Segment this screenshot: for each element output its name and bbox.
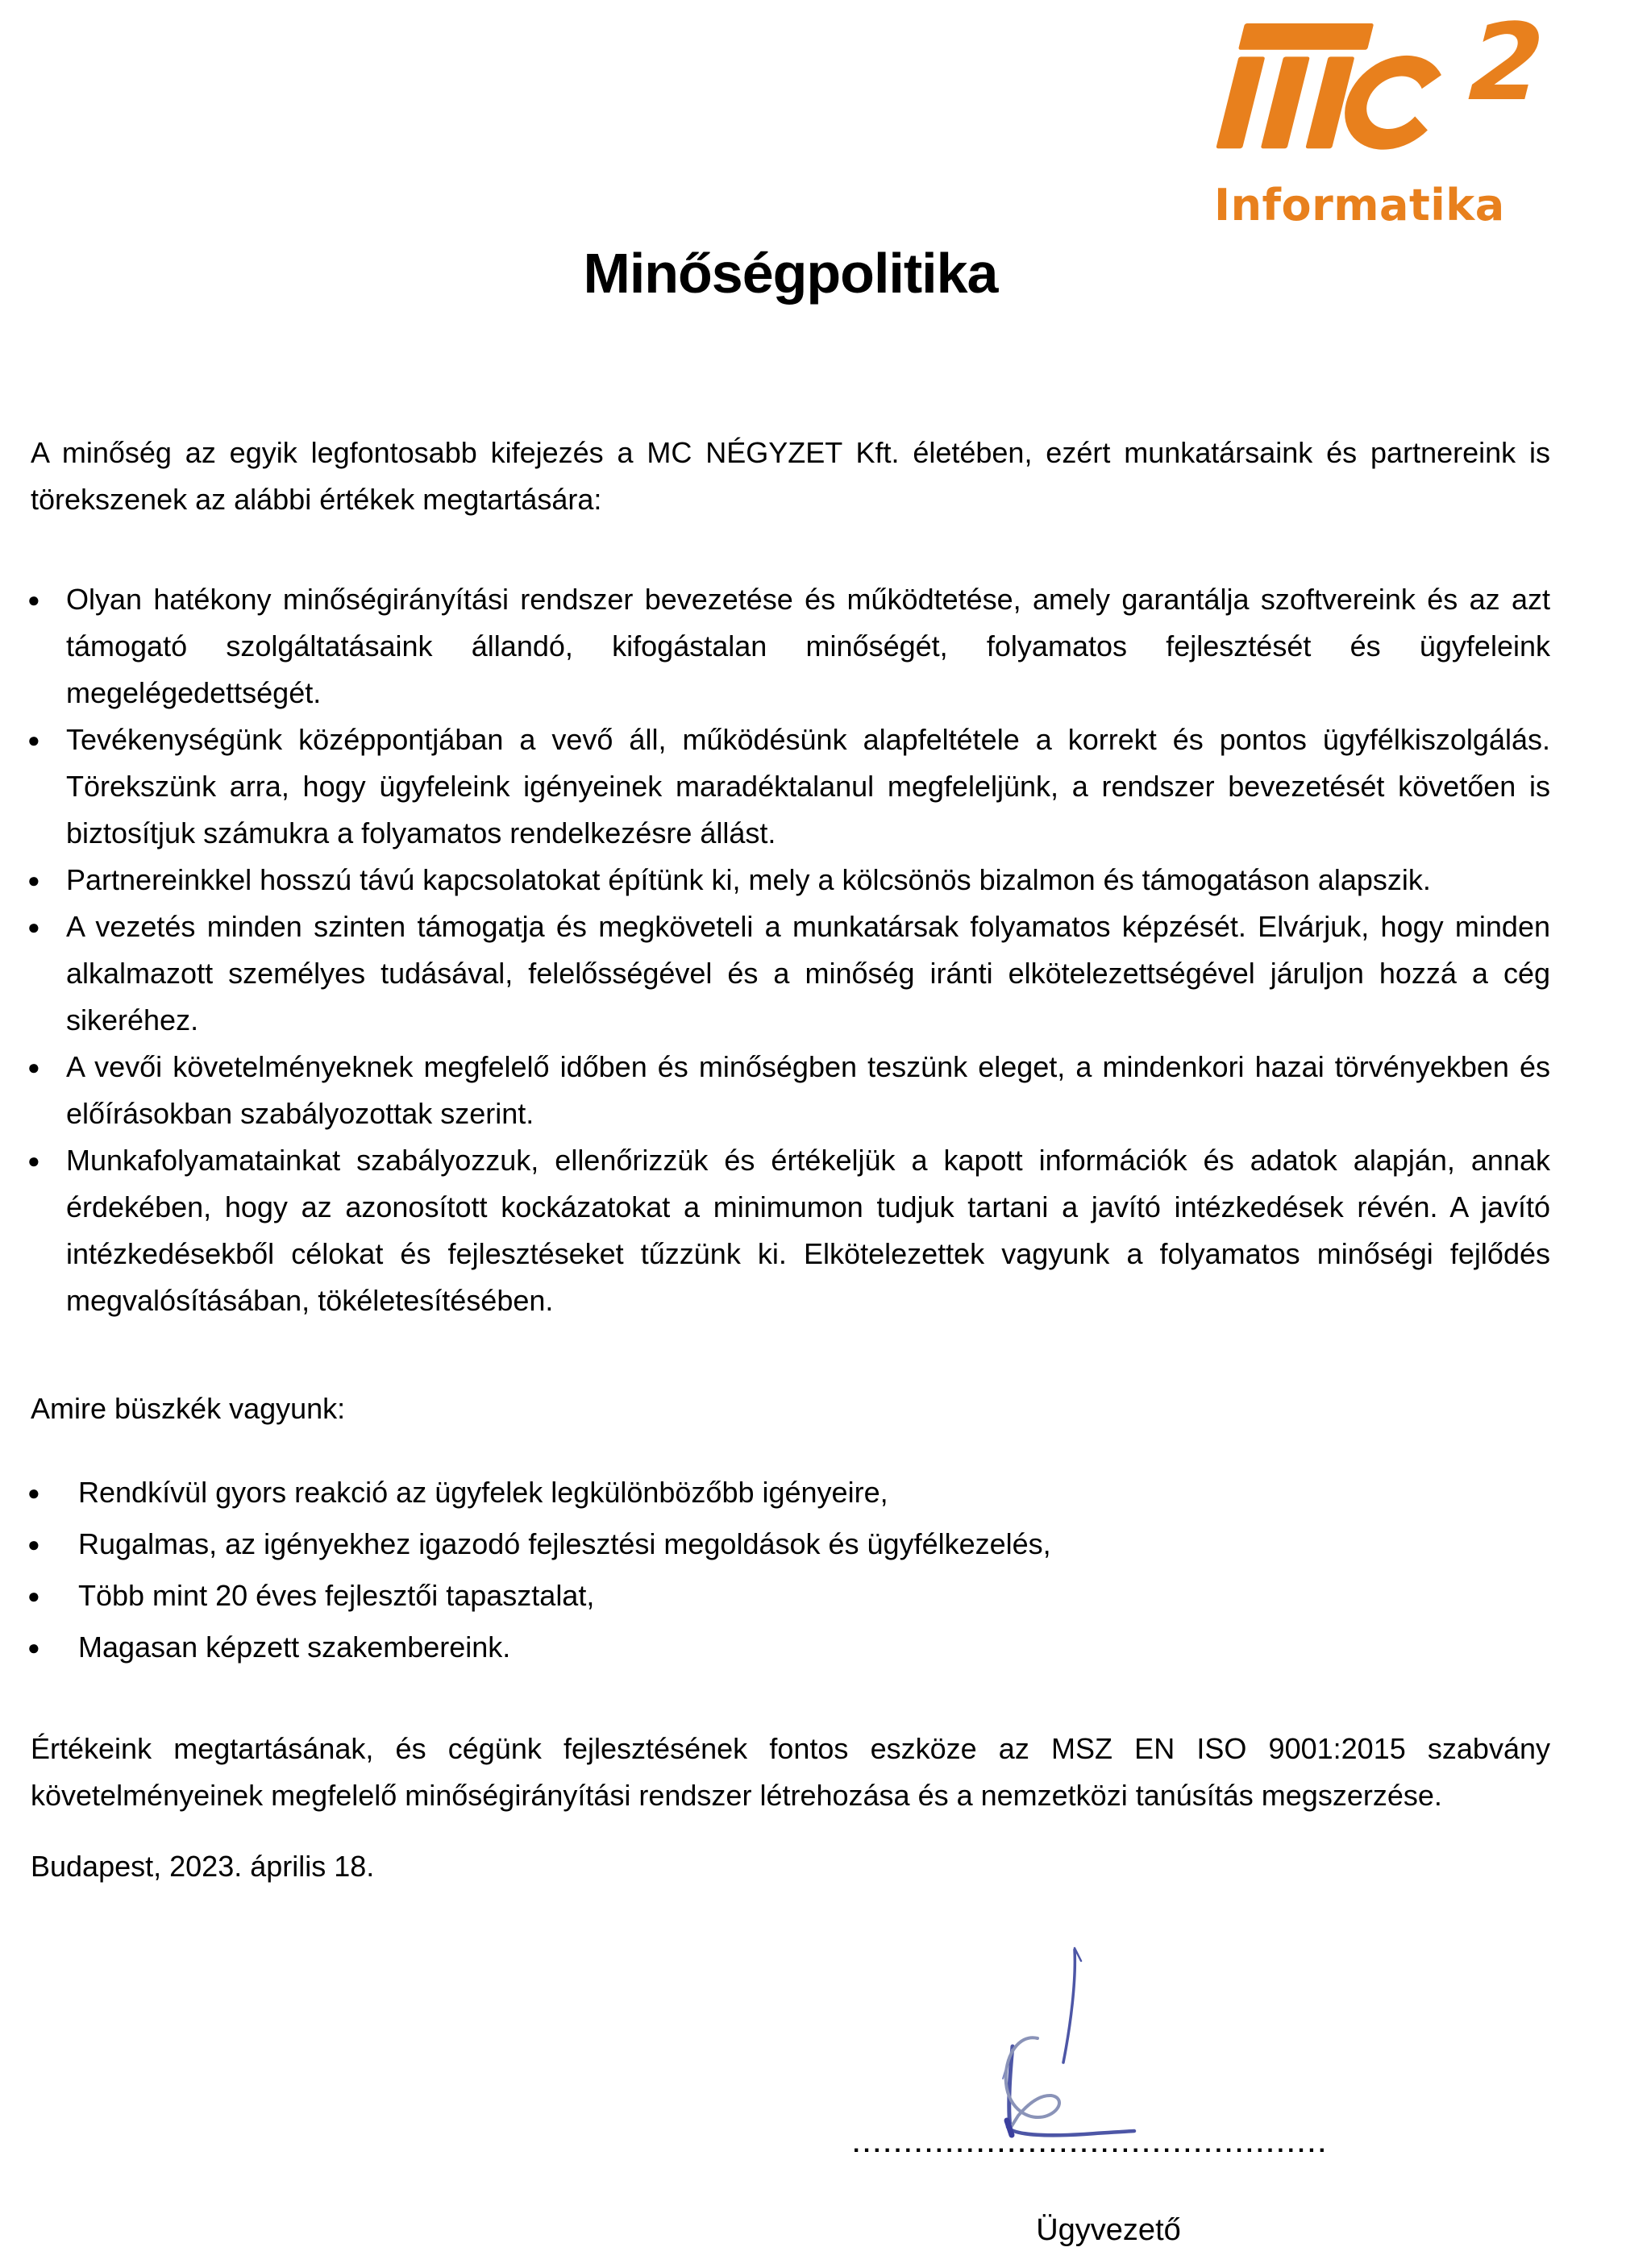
date-line: Budapest, 2023. április 18. bbox=[31, 1850, 375, 1883]
values-item-text: Olyan hatékony minőségirányítási rendszer bevezetése és működtetése, amely garantálja szoftvereink és az azt támogató szolgáltatásaink állandó, kifogástalan minőségét, folyamatos fejlesztését és ügyfeleink megelégedettségét. bbox=[66, 583, 1550, 709]
bullet-icon: ● bbox=[27, 1481, 40, 1505]
bullet-icon: ● bbox=[27, 588, 40, 612]
pride-list-item bbox=[27, 1624, 1550, 1671]
values-item-text: Tevékenységünk középpontjában a vevő áll, működésünk alapfeltétele a korrekt és pontos ügyfélkiszolgálás. Törekszünk arra, hogy ügyfeleink igényeinek maradéktalanul megfeleljünk, a rendszer bevezetését követően is biztosítjuk számukra a folyamatos rendelkezésre állást. bbox=[66, 723, 1550, 849]
values-list-item bbox=[27, 857, 1550, 903]
pride-list-item bbox=[27, 1572, 1550, 1619]
intro-paragraph: A minőség az egyik legfontosabb kifejezés a MC NÉGYZET Kft. életében, ezért munkatársaink és partnereink is törekszenek az alábbi értékek megtartására: bbox=[31, 436, 1550, 516]
document-body bbox=[27, 0, 1550, 1890]
handwritten-signature-ink bbox=[996, 1937, 1149, 2146]
bullet-icon: ● bbox=[27, 1532, 40, 1556]
values-item-text: A vevői követelményeknek megfelelő időben és minőségben teszünk eleget, a mindenkori hazai törvényekben és előírásokban szabályozottak szerint. bbox=[66, 1050, 1550, 1130]
values-list bbox=[27, 576, 1550, 1324]
bullet-icon: ● bbox=[27, 1584, 40, 1608]
values-list-item bbox=[27, 717, 1550, 857]
pride-item-text: Rendkívül gyors reakció az ügyfelek legkülönbözőbb igényeire, bbox=[78, 1476, 888, 1509]
bullet-icon: ● bbox=[27, 915, 40, 939]
values-item-text: Partnereinkkel hosszú távú kapcsolatokat építünk ki, mely a kölcsönös bizalmon és támogatáson alapszik. bbox=[66, 863, 1431, 896]
bullet-icon: ● bbox=[27, 728, 40, 752]
values-list-item bbox=[27, 903, 1550, 1044]
bullet-icon: ● bbox=[27, 1635, 40, 1659]
values-item-text: A vezetés minden szinten támogatja és megköveteli a munkatársak folyamatos képzését. Elvárjuk, hogy minden alkalmazott személyes tudásával, felelősségével és a minőség iránti elkötelezettségével járuljon hozzá a cég sikeréhez. bbox=[66, 910, 1550, 1036]
values-item-text: Munkafolyamatainkat szabályozzuk, ellenőrizzük és értékeljük a kapott információk és adatok alapján, annak érdekében, hogy az azonosított kockázatokat a minimumon tudjuk tartani a javító intézkedések révén. A javító intézkedésekből célokat és fejlesztéseket tűzzünk ki. Elkötelezettek vagyunk a folyamatos minőségi fejlődés megvalósításában, tökéletesítésében. bbox=[66, 1144, 1550, 1317]
pride-item-text: Több mint 20 éves fejlesztői tapasztalat, bbox=[78, 1579, 595, 1612]
pride-list bbox=[27, 1469, 1550, 1671]
logo-superscript-2: 2 bbox=[1453, 13, 1553, 125]
bullet-icon: ● bbox=[27, 1149, 40, 1173]
logo-subtitle: Informatika bbox=[1214, 180, 1505, 231]
values-list-item bbox=[27, 576, 1550, 717]
pride-heading: Amire büszkék vagyunk: bbox=[31, 1392, 346, 1425]
signature-dotted-line: .............................................. bbox=[853, 2133, 1329, 2157]
values-list-item bbox=[27, 1137, 1550, 1324]
bullet-icon: ● bbox=[27, 1055, 40, 1079]
pride-list-item bbox=[27, 1469, 1550, 1516]
values-list-item bbox=[27, 1044, 1550, 1137]
bullet-icon: ● bbox=[27, 868, 40, 892]
pride-list-item bbox=[27, 1521, 1550, 1568]
page-title: Minőségpolitika bbox=[583, 242, 998, 305]
pride-item-text: Rugalmas, az igényekhez igazodó fejlesztési megoldások és ügyfélkezelés, bbox=[78, 1527, 1051, 1560]
signatory-role: Ügyvezető bbox=[1036, 2213, 1181, 2247]
closing-paragraph: Értékeink megtartásának, és cégünk fejlesztésének fontos eszköze az MSZ EN ISO 9001:2015 szabvány követelményeinek megfelelő minőségirányítási rendszer létrehozása és a nemzetközi tanúsítás megszerzése. bbox=[31, 1732, 1550, 1812]
pride-item-text: Magasan képzett szakembereink. bbox=[78, 1630, 511, 1664]
